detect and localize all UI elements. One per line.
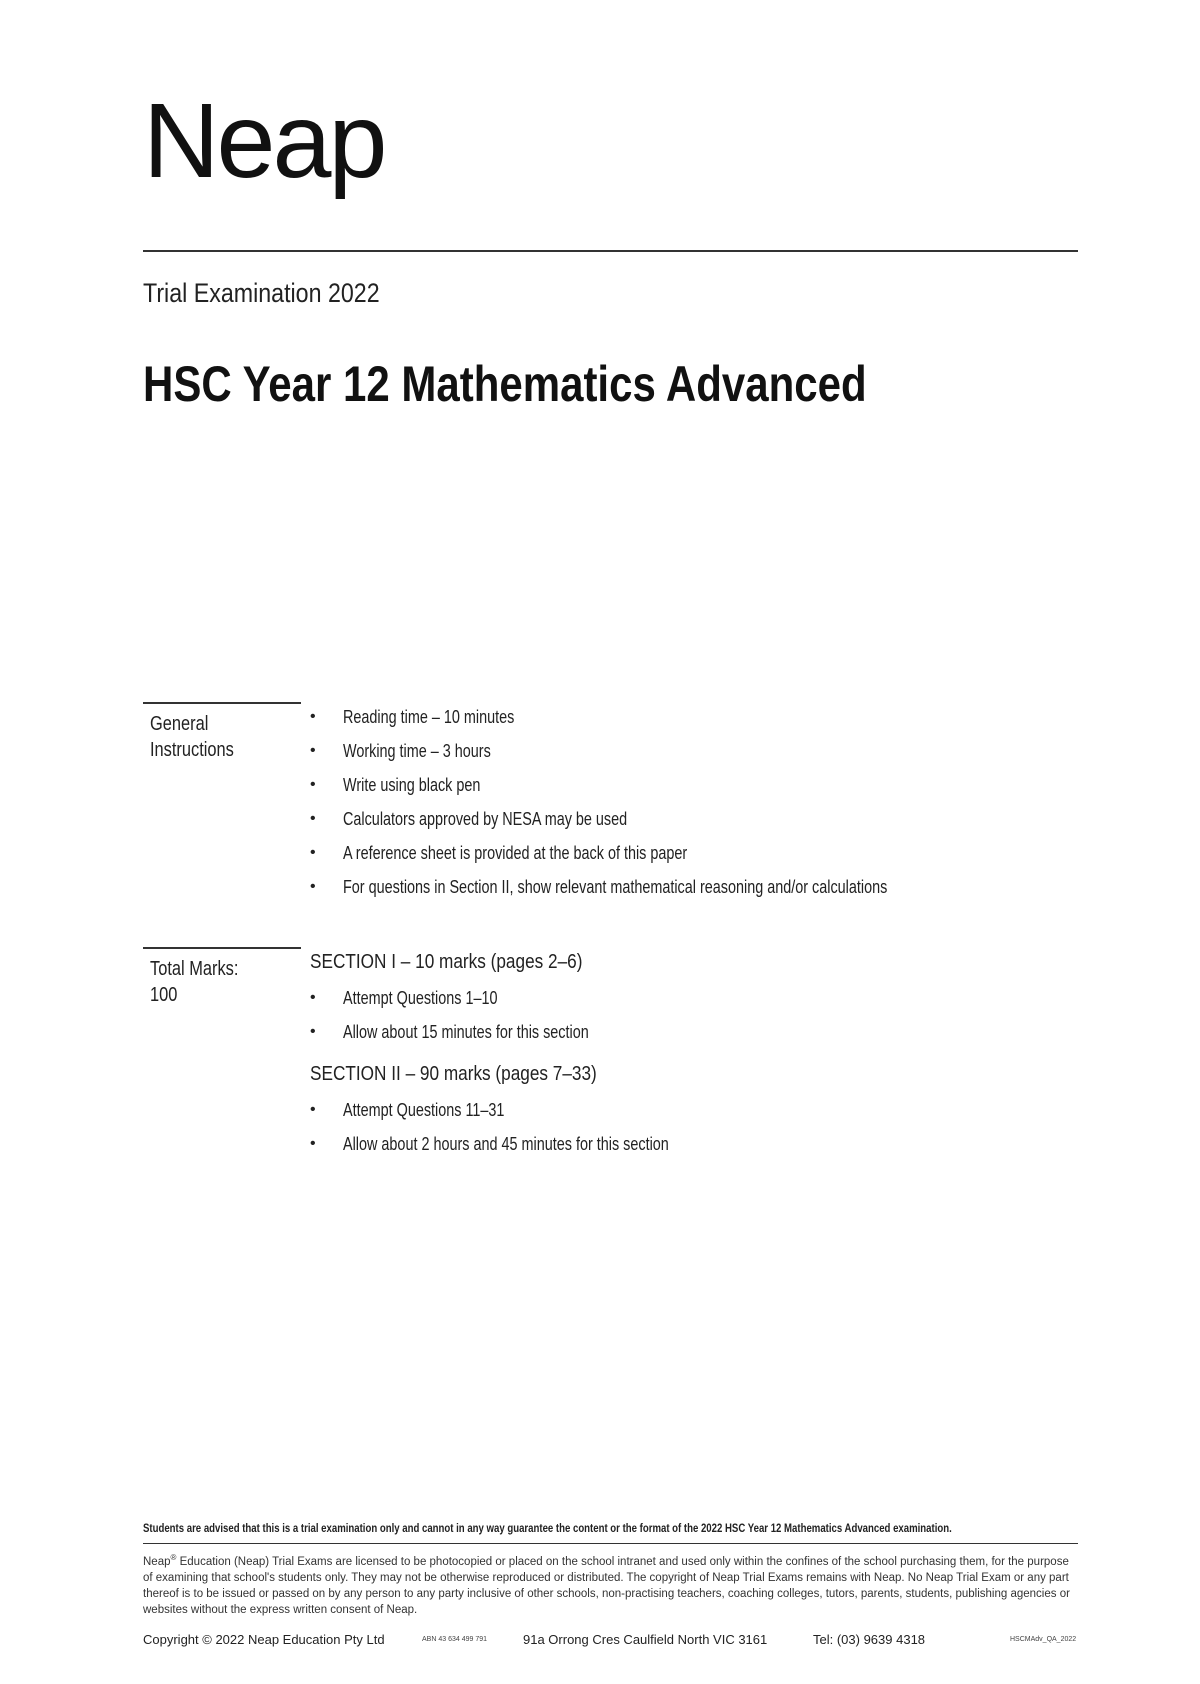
total-marks-label-line1: Total Marks: [150, 958, 239, 980]
general-instructions-label [143, 702, 301, 763]
footer-divider [143, 1543, 1078, 1544]
trial-advice-notice: Students are advised that this is a trial examination only and cannot in any way guarantee the content or the format of the 2022 HSC Year 12 Mathematics Advanced examination. [143, 1521, 952, 1535]
licence-notice [143, 1550, 1078, 1618]
bullet-icon: • [310, 989, 316, 1006]
bullet-icon: • [310, 1023, 316, 1040]
section-1-heading: SECTION I – 10 marks (pages 2–6) [310, 951, 583, 973]
bullet-icon: • [310, 810, 316, 827]
total-marks-value: 100 [150, 984, 178, 1006]
copyright-text: Copyright © 2022 Neap Education Pty Ltd [143, 1632, 385, 1647]
bullet-icon: • [310, 878, 316, 895]
exam-subtitle: Trial Examination 2022 [143, 278, 380, 308]
address-text: 91a Orrong Cres Caulfield North VIC 3161 [523, 1632, 768, 1647]
bullet-icon: • [310, 776, 316, 793]
bullet-icon: • [310, 708, 316, 725]
licence-brand: Neap [143, 1555, 171, 1568]
bullet-icon: • [310, 742, 316, 759]
bullet-icon: • [310, 1101, 316, 1118]
header-divider [143, 250, 1078, 252]
neap-logo: Neap [143, 82, 385, 200]
general-instructions-label-line2: Instructions [150, 739, 234, 761]
general-instructions-label-line1: General [150, 713, 209, 735]
bullet-icon: • [310, 844, 316, 861]
exam-title: HSC Year 12 Mathematics Advanced [143, 356, 867, 412]
licence-text: Education (Neap) Trial Exams are licensed to be photocopied or placed on the school intranet and used only within the confines of the school purchasing them, for the purpose of examining that school's students only. They may not be otherwise reproduced or distributed. The copyright of Neap Trial Exams remains with Neap. No Neap Trial Exam or any part thereof is to be issued or passed on by any person to any party inclusive of other schools, non-practising teachers, coaching colleges, tutors, parents, students, publishing agencies or websites without the express written consent of Neap. [143, 1555, 1070, 1616]
total-marks-label [143, 947, 301, 1008]
bullet-icon: • [310, 1135, 316, 1152]
telephone-text: Tel: (03) 9639 4318 [813, 1632, 926, 1647]
document-code: HSCMAdv_QA_2022 [1010, 1636, 1077, 1643]
exam-cover-page: Neap Trial Examination 2022 HSC Year 12 Mathematics Advanced General Instructions • Reading time – 10 minutes • Working time – 3 hours • Write using black pen • Calculators approved by NESA may be used • A reference sheet is provided at the back of this paper • For questions in Section II, show relevant mathematical reasoning and/or calculations Total Marks: 100 SECTION I – 10 marks (pages 2–6) • Attempt Questions 1–10 • Allow about 15 minutes for this section SECTION II – 90 marks (pages 7–33) • Attempt Questions 11–31 • Allow about 2 hours and 45 minutes for this section Students are advised that this is a trial examination only and cannot in any way guarantee the content or the format of the 2022 HSC Year 12 Mathematics Advanced examination. Neap® Education (Neap) Trial Exams are licensed to be photocopied or placed on the school intranet and used only within the confines of the school purchasing them, for the purpose of examining that school's students only. They may not be otherwise reproduced or distributed. The copyright of Neap Trial Exams remains with Neap. No Neap Trial Exam or any part thereof is to be issued or passed on by any person to any party inclusive of other schools, non-practising teachers, coaching colleges, tutors, parents, students, publishing agencies or websites without the express written consent of Neap. Copyright © 2022 Neap Education Pty Ltd ABN 43 634 499 791 91a Orrong Cres Caulfield North VIC 3161 Tel: (03) 9639 4318 HSCMAdv_QA_2022 [143, 82, 1077, 1647]
section-2-heading: SECTION II – 90 marks (pages 7–33) [310, 1063, 597, 1085]
abn-text: ABN 43 634 499 791 [422, 1636, 487, 1643]
registered-mark: ® [170, 1553, 177, 1562]
